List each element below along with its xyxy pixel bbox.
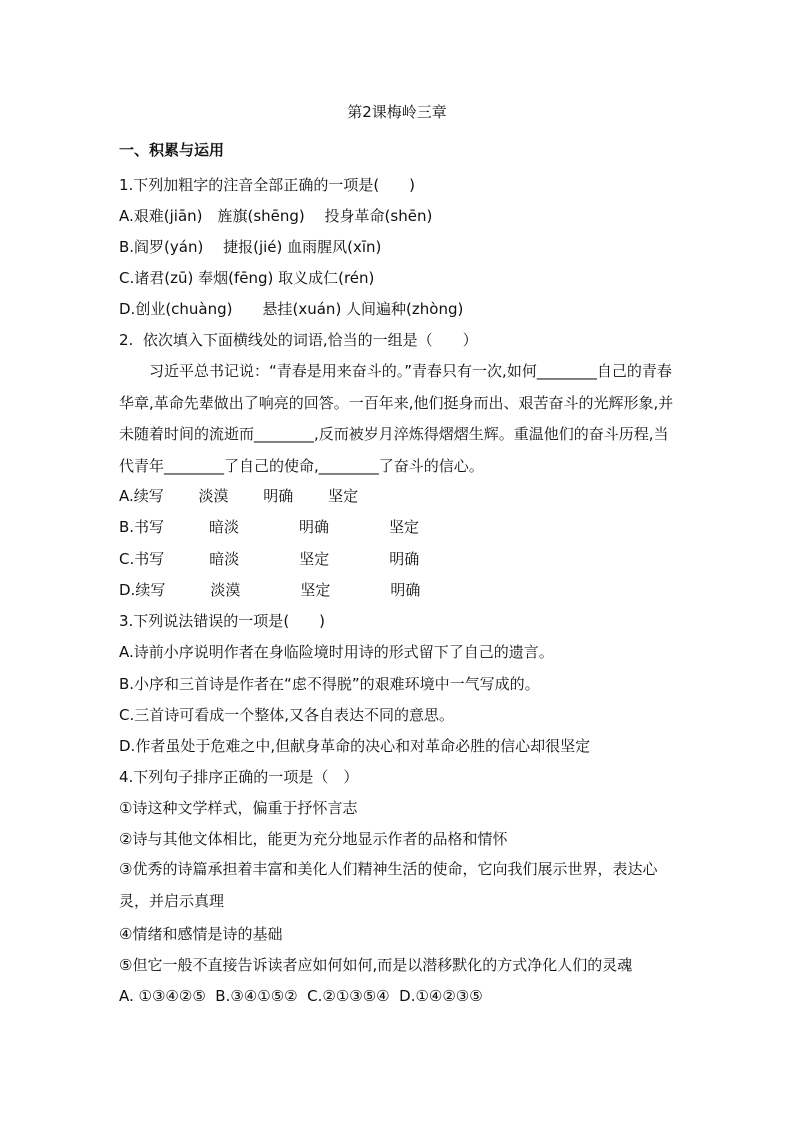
question-4-item-3: ③优秀的诗篇承担着丰富和美化人们精神生活的使命，它向我们展示世界，表达心灵，并启示真理 (119, 860, 658, 910)
question-3-stem: 3.下列说法错误的一项是( ) (119, 612, 326, 630)
question-3-option-c: C.三首诗可看成一个整体,又各自表达不同的意思。 (119, 706, 455, 724)
document-title: 第2课梅岭三章 (347, 103, 447, 121)
section-heading: 一、积累与运用 (119, 141, 225, 159)
question-3-option-d: D.作者虽处于危难之中,但献身革命的决心和对革命必胜的信心却很坚定 (119, 737, 591, 755)
question-1-option-b: B.阎罗(yán) 捷报(jié) 血雨腥风(xīn) (119, 238, 382, 256)
question-4-item-2: ②诗与其他文体相比，能更为充分地显示作者的品格和情怀 (119, 830, 508, 848)
question-2-passage: 习近平总书记说：“青春是用来奋斗的。”青春只有一次,如何________自己的青春华章,革命先辈做出了响亮的回答。一百年来,他们挺身而出、艰苦奋斗的光辉形象,并未随着时间的流逝而________,反而被岁月淬炼得熠熠生辉。重温他们的奋斗历程,当代青年________了自己的使命,________了奋斗的信心。 (119, 362, 674, 475)
question-1-option-d: D.创业(chuàng) 悬挂(xuán) 人间遍种(zhòng) (119, 300, 464, 318)
question-1-stem: 1.下列加粗字的注音全部正确的一项是( ) (119, 176, 416, 194)
question-2-option-b: B.书写 暗淡 明确 坚定 (119, 518, 420, 536)
question-2-option-a: A.续写 淡漠 明确 坚定 (119, 487, 359, 505)
question-4-item-5: ⑤但它一般不直接告诉读者应如何如何,而是以潜移默化的方式净化人们的灵魂 (119, 956, 633, 974)
question-2-option-c: C.书写 暗淡 坚定 明确 (119, 550, 420, 568)
question-1-option-a: A.艰难(jiān) 旌旗(shēng) 投身革命(shēn) (119, 207, 433, 225)
question-2-option-d: D.续写 淡漠 坚定 明确 (119, 581, 421, 599)
question-4-item-4: ④情绪和感情是诗的基础 (119, 925, 283, 943)
question-2-stem: 2. 依次填入下面横线处的词语,恰当的一组是（ ） (119, 331, 478, 349)
question-1-option-c: C.诸君(zū) 奉烟(fēng) 取义成仁(rén) (119, 269, 375, 287)
question-4-item-1: ①诗这种文学样式，偏重于抒怀言志 (119, 799, 358, 817)
question-3-option-a: A.诗前小序说明作者在身临险境时用诗的形式留下了自己的遗言。 (119, 643, 554, 661)
question-4-options: A. ①③④②⑤ B.③④①⑤② C.②①③⑤④ D.①④②③⑤ (119, 987, 483, 1005)
question-3-option-b: B.小序和三首诗是作者在“虑不得脱”的艰难环境中一气写成的。 (119, 675, 540, 693)
question-4-stem: 4.下列句子排序正确的一项是（ ） (119, 768, 359, 786)
